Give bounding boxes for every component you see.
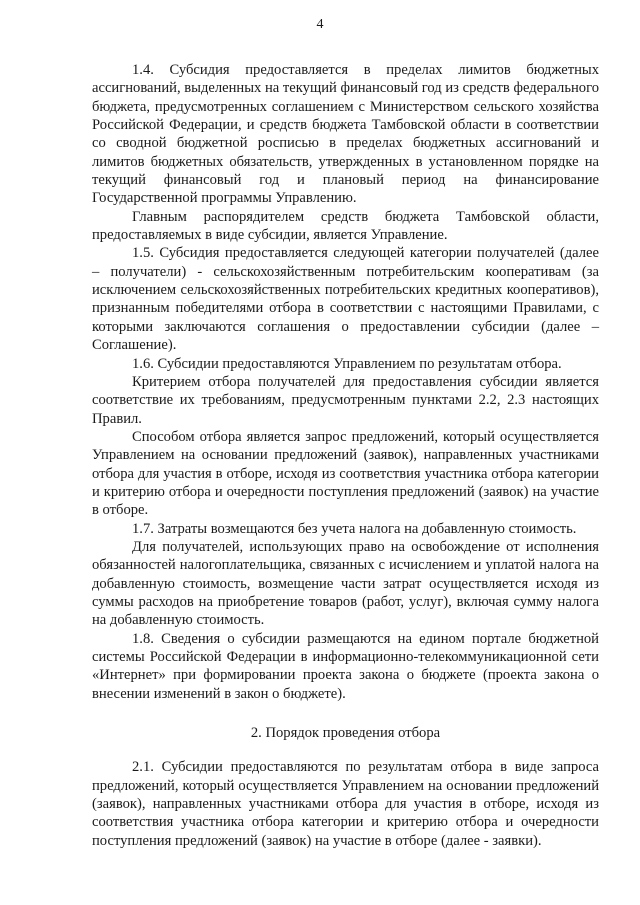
paragraph-criterion: Критерием отбора получателей для предоставления субсидии является соответствие их требованиям, предусмотренным пунктами 2.2, 2.3 настоящих Правил. <box>92 373 599 427</box>
paragraph-1-4: 1.4. Субсидия предоставляется в пределах лимитов бюджетных ассигнований, выделенных на текущий финансовый год из средств федерального бюджета, предусмотренных соглашением с Министерством сельского хозяйства Российской Федерации, и средств бюджета Тамбовской области в соответствии со сводной бюджетной росписью в пределах бюджетных ассигнований и лимитов бюджетных обязательств, утвержденных в установленном порядке на текущий финансовый год и плановый период на финансирование Государственной программы Управлению. <box>92 62 599 207</box>
paragraph-vat-exempt: Для получателей, использующих право на освобождение от исполнения обязанностей налогоплательщика, связанных с исчислением и уплатой налога на добавленную стоимость, возмещение части затрат осуществляется исходя из суммы расходов на приобретение товаров (работ, услуг), включая сумму налога на добавленную стоимость. <box>92 538 599 629</box>
paragraph-1-6: 1.6. Субсидии предоставляются Управлением по результатам отбора. <box>132 355 562 372</box>
section-heading: 2. Порядок проведения отбора <box>250 725 441 742</box>
document-body <box>92 61 599 850</box>
spacer <box>92 742 599 758</box>
spacer <box>92 703 599 724</box>
paragraph-main-distributor: Главным распорядителем средств бюджета Тамбовской области, предоставляемых в виде субсидии, является Управление. <box>92 208 599 244</box>
page-number: 4 <box>316 17 324 32</box>
paragraph-1-8: 1.8. Сведения о субсидии размещаются на едином портале бюджетной системы Российской Федерации в информационно-телекоммуникационной сети «Интернет» при формировании проекта закона о бюджете (проекта закона о внесении изменений в закон о бюджете). <box>92 630 599 702</box>
paragraph-1-5: 1.5. Субсидия предоставляется следующей категории получателей (далее – получатели) - сельскохозяйственным потребительским кооперативам (за исключением сельскохозяйственных потребительских кредитных кооперативов), признанным победителями отбора в соответствии с настоящими Правилами, с которыми заключаются соглашения о предоставлении субсидии (далее – Соглашение). <box>92 245 599 354</box>
paragraph-1-7: 1.7. Затраты возмещаются без учета налога на добавленную стоимость. <box>132 520 577 537</box>
paragraph-2-1: 2.1. Субсидии предоставляются по результатам отбора в виде запроса предложений, который осуществляется Управлением на основании предложений (заявок), направленных участниками отбора для участия в отборе, исходя из соответствия участника отбора категории и критерию отбора и очередности поступления предложений (заявок) на участие в отборе (далее - заявки). <box>92 759 599 849</box>
paragraph-method: Способом отбора является запрос предложений, который осуществляется Управлением на основании предложений (заявок), направленных участниками отбора для участия в отборе, исходя из соответствия участника отбора категории и критерию отбора и очередности поступления предложений (заявок) на участие в отборе. <box>92 428 599 519</box>
